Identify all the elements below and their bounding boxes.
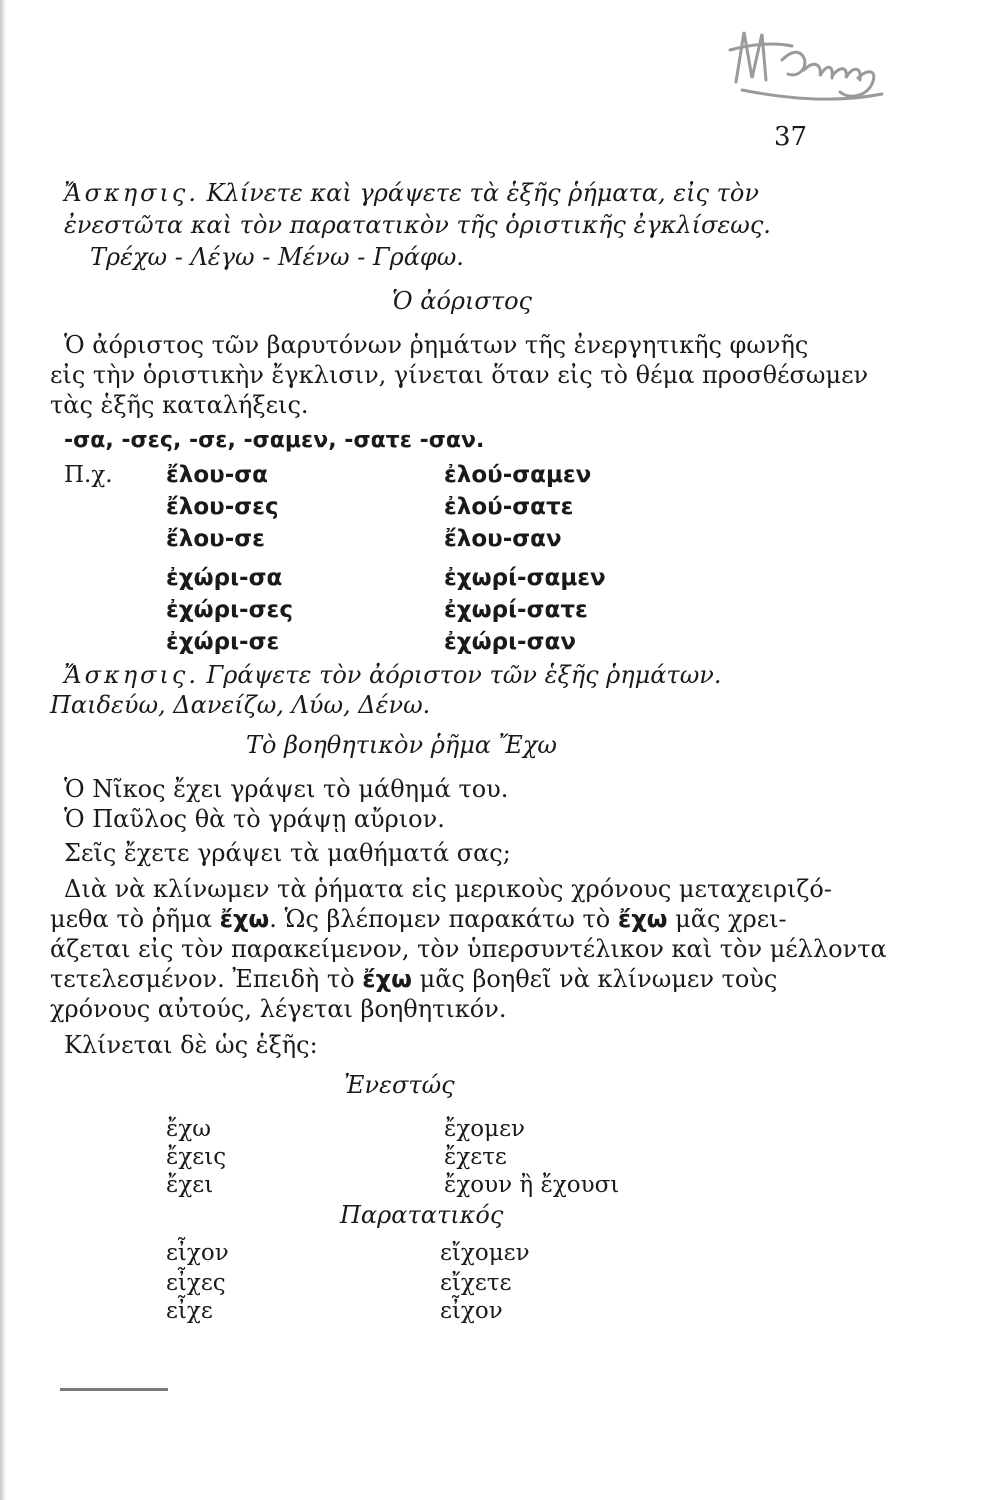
- present-form-3-1: ἔχει: [166, 1172, 214, 1198]
- example-sentence-2: Ὁ Παῦλος θὰ τὸ γράψῃ αὔριον.: [64, 805, 445, 833]
- louo-form-2-2: ἐλού-σατε: [444, 494, 574, 520]
- example-label: Π.χ.: [64, 462, 113, 488]
- louo-form-3-1: ἔλου-σε: [166, 526, 265, 552]
- louo-form-3-2: ἔλου-σαν: [444, 526, 562, 552]
- chorizo-form-2-2: ἐχωρί-σατε: [444, 597, 588, 623]
- imperfect-form-1-2: εἴχομεν: [440, 1240, 530, 1266]
- present-tense-title: Ἐνεστώς: [344, 1071, 455, 1099]
- stray-rule-mark: [60, 1388, 168, 1391]
- aorist-para-line1: Ὁ ἀόριστος τῶν βαρυτόνων ῥημάτων τῆς ἐνεργητικῆς φωνῆς: [64, 331, 809, 359]
- handwritten-signature: [722, 20, 892, 110]
- present-form-3-2: ἔχουν ἢ ἔχουσι: [444, 1172, 620, 1198]
- chorizo-form-1-2: ἐχωρί-σαμεν: [444, 565, 606, 591]
- echo-emphasis: ἔχω: [617, 905, 668, 933]
- exercise1-instruction: Κλίνετε καὶ γράψετε τὰ ἑξῆς ῥήματα, εἰς τὸν: [206, 179, 759, 207]
- present-form-2-1: ἔχεις: [166, 1144, 227, 1170]
- aorist-endings: -σα, -σες, -σε, -σαμεν, -σατε -σαν.: [64, 428, 485, 453]
- imperfect-form-3-1: εἶχε: [166, 1298, 213, 1324]
- aorist-para-line2: εἰς τὴν ὁριστικὴν ἔγκλισιν, γίνεται ὅταν εἰς τὸ θέμα προσθέσωμεν: [50, 361, 869, 389]
- echo-para-line4: τετελεσμένον. Ἐπειδὴ τὸ ἔχω μᾶς βοηθεῖ νὰ κλίνωμεν τοὺς: [50, 965, 778, 993]
- louo-form-1-2: ἐλού-σαμεν: [444, 462, 592, 488]
- imperfect-tense-title: Παρατατικός: [340, 1201, 504, 1229]
- page-edge-shadow: [0, 0, 6, 1500]
- louo-form-2-1: ἔλου-σες: [166, 494, 279, 520]
- example-sentence-3: Σεῖς ἔχετε γράψει τὰ μαθήματά σας;: [64, 839, 511, 867]
- exercise2-instruction: Γράψετε τὸν ἀόριστον τῶν ἑξῆς ῥημάτων.: [206, 661, 722, 689]
- example-sentence-1: Ὁ Νῖκος ἔχει γράψει τὸ μάθημά του.: [64, 775, 509, 803]
- chorizo-form-2-1: ἐχώρι-σες: [166, 597, 293, 623]
- present-form-1-1: ἔχω: [166, 1116, 212, 1142]
- chorizo-form-3-1: ἐχώρι-σε: [166, 629, 280, 655]
- aorist-para-line3: τὰς ἑξῆς καταλήξεις.: [50, 391, 309, 419]
- echo-para-line3: άζεται εἰς τὸν παρακείμενον, τὸν ὑπερσυντέλικον καὶ τὸν μέλλοντα: [50, 935, 887, 963]
- echo-emphasis: ἔχω: [362, 965, 412, 993]
- present-form-1-2: ἔχομεν: [444, 1116, 525, 1142]
- louo-form-1-1: ἔλου-σα: [166, 462, 268, 488]
- echo-para-line1: Διὰ νὰ κλίνωμεν τὰ ῥήματα εἰς μερικοὺς χρόνους μεταχειριζό-: [64, 875, 832, 903]
- exercise1-line1: [64, 178, 759, 208]
- page-number: 37: [774, 122, 808, 152]
- exercise2-verbs: Παιδεύω, Δανείζω, Λύω, Δένω.: [50, 691, 431, 719]
- exercise2-line1: [64, 660, 722, 690]
- exercise2-heading: Ἄσκησις.: [64, 661, 199, 689]
- echo-section-title: Τὸ βοηθητικὸν ῥῆμα Ἔχω: [246, 731, 557, 759]
- conjugation-intro: Κλίνεται δὲ ὡς ἑξῆς:: [64, 1031, 318, 1059]
- imperfect-form-1-1: εἶχον: [166, 1240, 229, 1266]
- imperfect-form-3-2: εἶχον: [440, 1298, 503, 1324]
- echo-para-line5: χρόνους αὐτούς, λέγεται βοηθητικόν.: [50, 995, 507, 1023]
- exercise1-heading: Ἄσκησις.: [64, 179, 199, 207]
- chorizo-form-1-1: ἐχώρι-σα: [166, 565, 283, 591]
- echo-para-line2: μεθα τὸ ῥῆμα ἔχω. Ὡς βλέπομεν παρακάτω τὸ ἔχω μᾶς χρει-: [50, 905, 787, 933]
- imperfect-form-2-2: εἴχετε: [440, 1270, 512, 1296]
- exercise1-line2: ἐνεστῶτα καὶ τὸν παρατατικὸν τῆς ὁριστικῆς ἐγκλίσεως.: [64, 211, 771, 239]
- imperfect-form-2-1: εἶχες: [166, 1270, 226, 1296]
- chorizo-form-3-2: ἐχώρι-σαν: [444, 629, 576, 655]
- aorist-title: Ὁ ἀόριστος: [392, 287, 532, 315]
- echo-emphasis: ἔχω: [219, 905, 270, 933]
- present-form-2-2: ἔχετε: [444, 1144, 507, 1170]
- exercise1-verbs: Τρέχω - Λέγω - Μένω - Γράφω.: [90, 243, 464, 271]
